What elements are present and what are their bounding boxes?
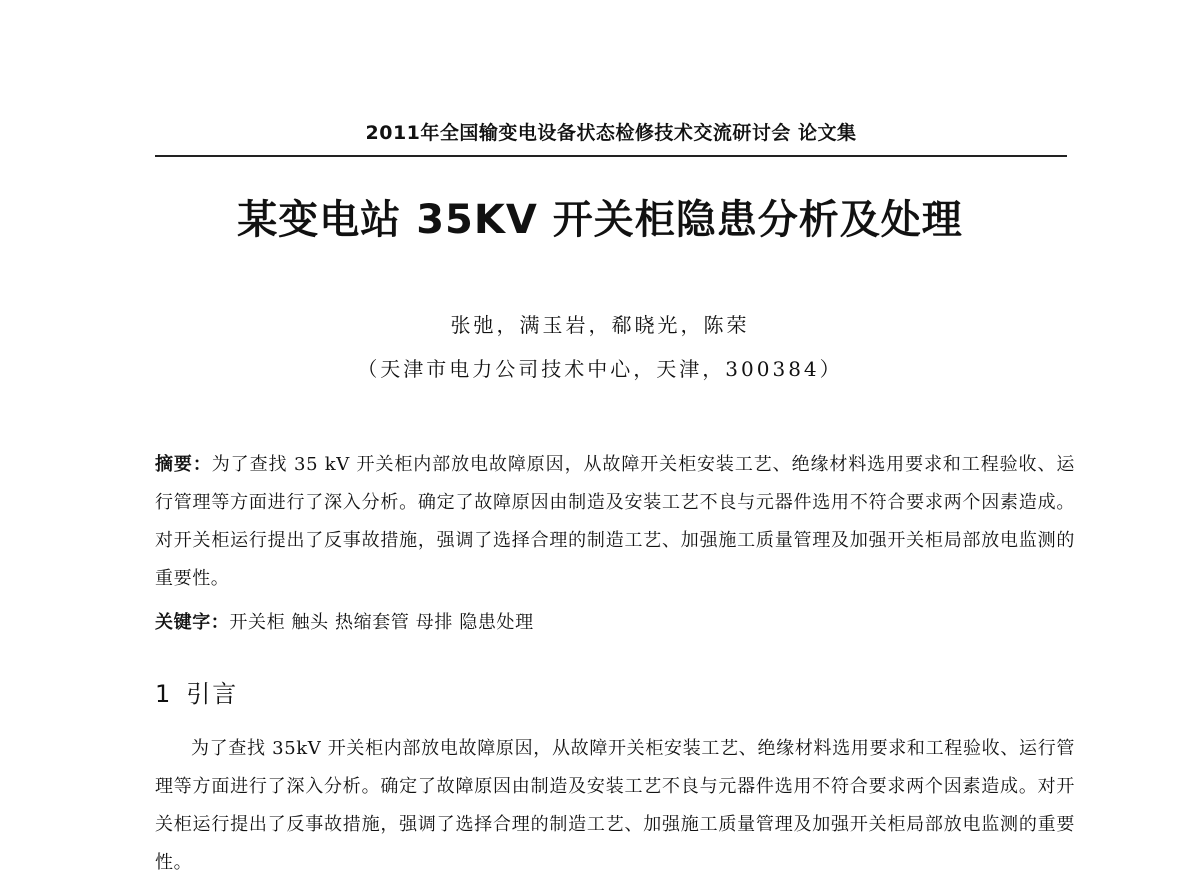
keywords-label: 关键字：: [155, 612, 230, 633]
section-number: 1: [155, 680, 173, 708]
abstract-paragraph: [155, 446, 1075, 598]
abstract: [155, 446, 1075, 598]
authors: 张弛，满玉岩，郗晓光，陈荣: [450, 313, 750, 337]
body-paragraph: 为了查找 35kV 开关柜内部放电故障原因，从故障开关柜安装工艺、绝缘材料选用要求和工程验收、运行管理等方面进行了深入分析。确定了故障原因由制造及安装工艺不良与元器件选用不符合要求两个因素造成。对开关柜运行提出了反事故措施，强调了选择合理的制造工艺、加强施工质量管理及加强开关柜局部放电监测的重要性。: [155, 738, 1075, 873]
abstract-label: 摘要：: [155, 454, 212, 475]
keywords-text: 开关柜 触头 热缩套管 母排 隐患处理: [229, 612, 534, 633]
header-rule: [155, 155, 1067, 157]
section-body: [155, 730, 1075, 882]
keywords: [155, 604, 1075, 642]
paper-title: 某变电站 35KV 开关柜隐患分析及处理: [237, 197, 963, 243]
section-heading: [155, 674, 238, 714]
section-title: 引言: [186, 680, 239, 708]
affiliation: （天津市电力公司技术中心，天津，300384）: [357, 357, 843, 381]
running-header: 2011年全国输变电设备状态检修技术交流研讨会 论文集: [365, 122, 857, 144]
abstract-text: 为了查找 35 kV 开关柜内部放电故障原因，从故障开关柜安装工艺、绝缘材料选用要求和工程验收、运行管理等方面进行了深入分析。确定了故障原因由制造及安装工艺不良与元器件选用不符合要求两个因素造成。对开关柜运行提出了反事故措施，强调了选择合理的制造工艺、加强施工质量管理及加强开关柜局部放电监测的重要性。: [155, 454, 1075, 589]
